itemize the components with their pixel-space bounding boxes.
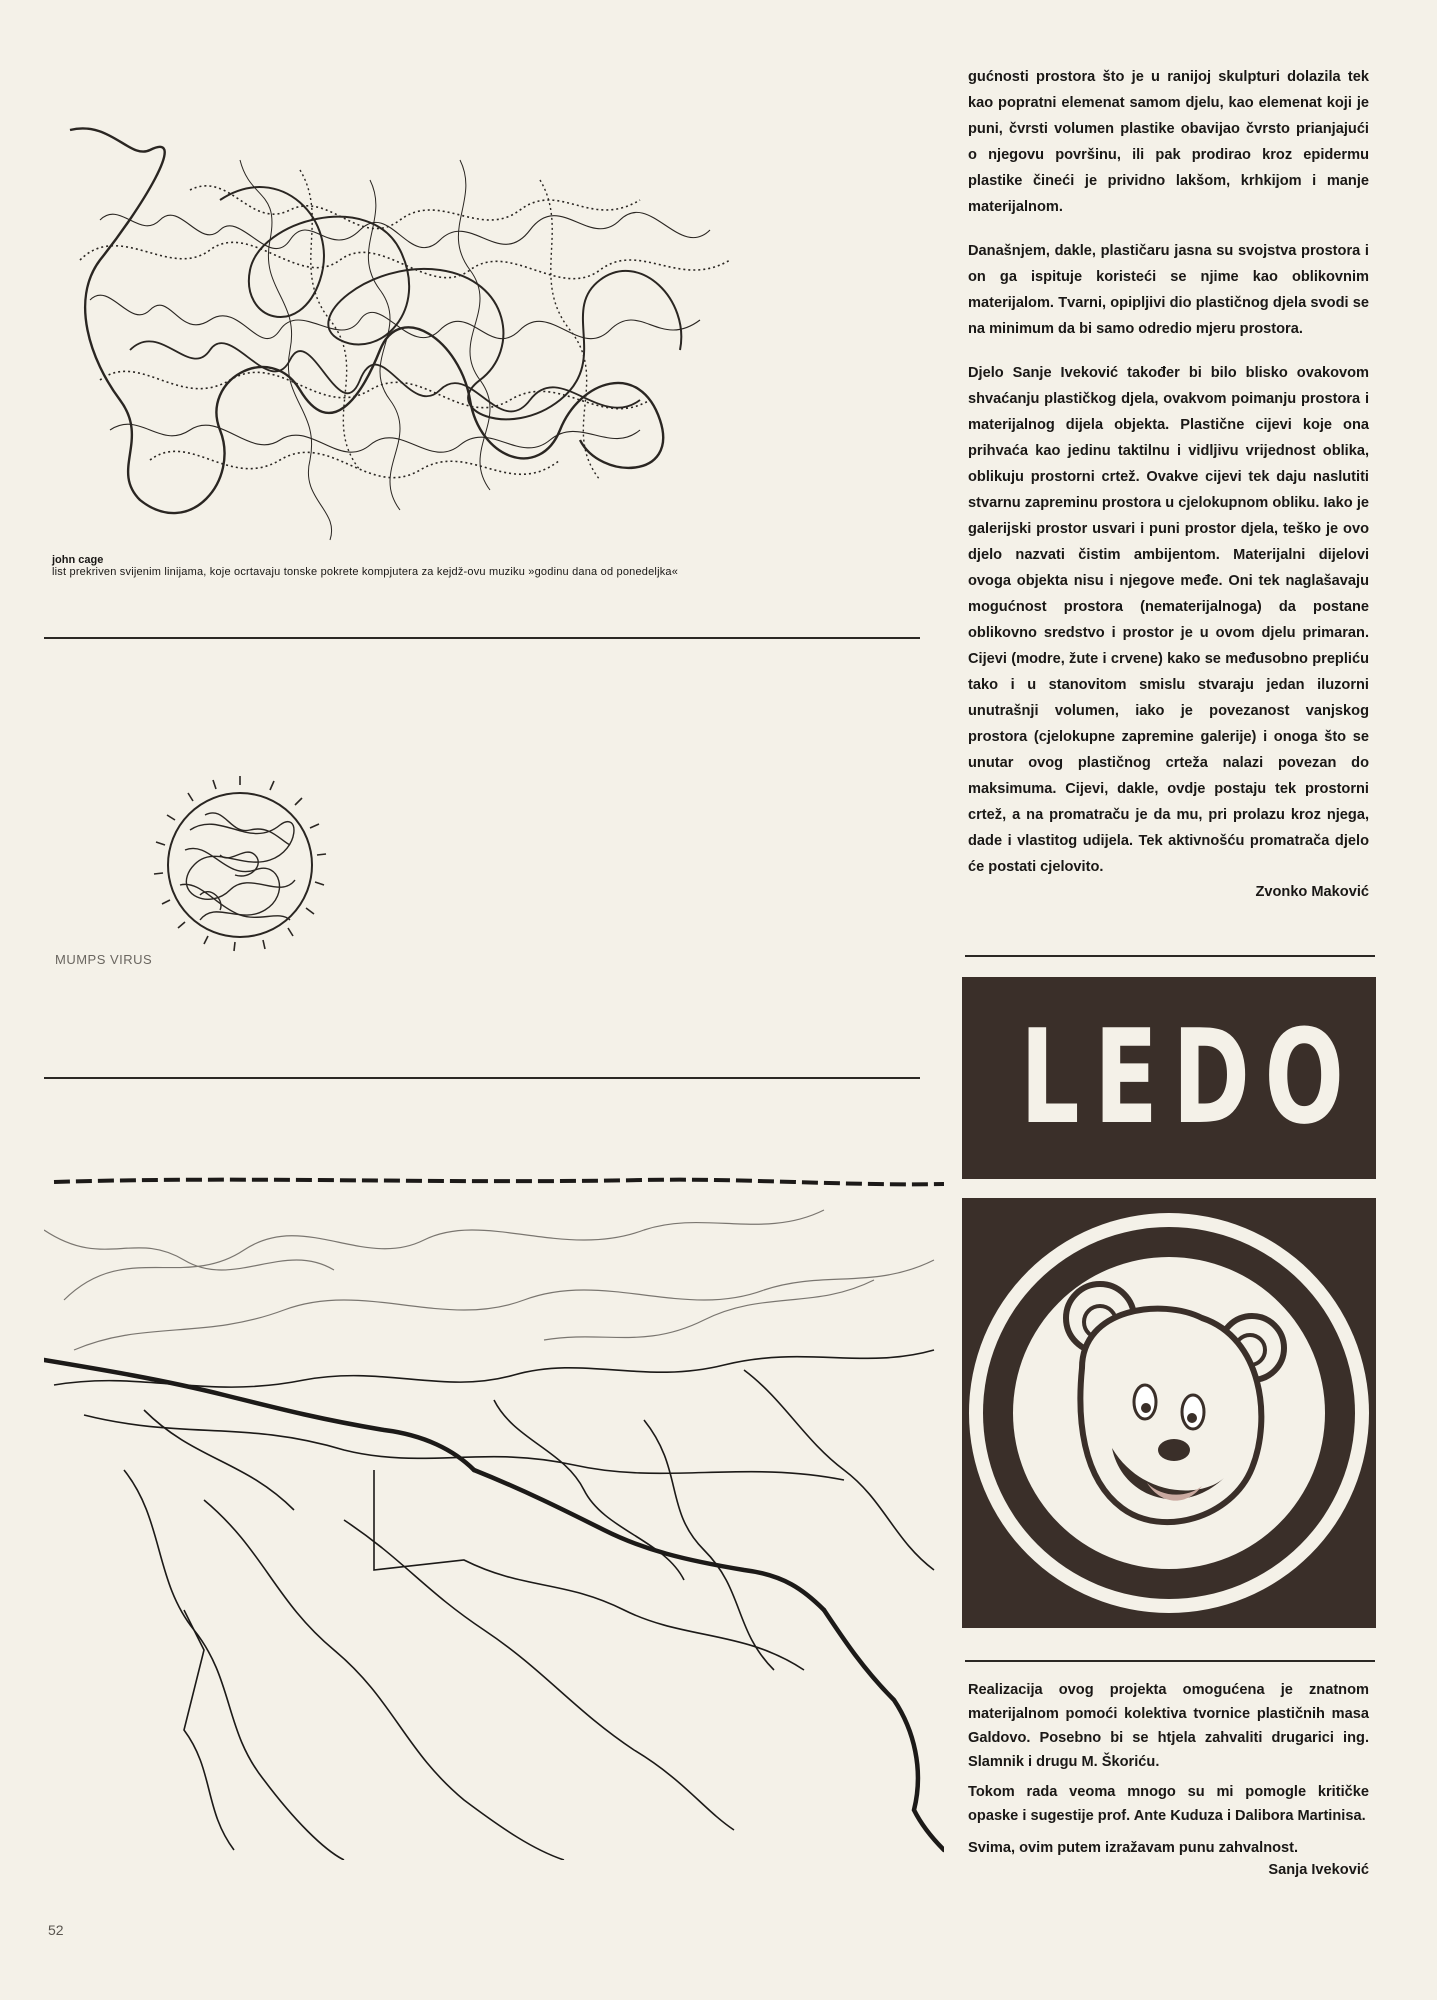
article-paragraph-2: Današnjem, dakle, plastičaru jasna su svojstva prostora i on ga ispituje koristeći se njime kao oblikovnim materijalom. Tvarni, opipljivi dio plastičnog djela svodi se na minimum da bi samo odredio mjeru prostora. <box>968 243 1369 337</box>
ack-author: Sanja Iveković <box>1268 1862 1369 1878</box>
divider-rule-right <box>965 955 1375 957</box>
article-paragraph-1: gućnosti prostora što je u ranijoj skulpturi dolazila tek kao popratni elemenat samom djelu, kao elemenat koji je puni, čvrsti volumen plastike obavijao čvrsto prianjajući o njegovu površinu, ili pak prodirao kroz epidermu plastike čineći je prividno lakšom, krhkijom i manje materijalnom. <box>968 69 1369 215</box>
ledo-wordmark: LEDO <box>1019 1001 1359 1153</box>
acknowledgements <box>968 1678 1369 1878</box>
cage-caption-title: john cage <box>52 554 104 566</box>
mumps-virus-illustration <box>130 770 350 960</box>
bear-face-icon <box>962 1198 1376 1628</box>
ack-paragraph-1: Realizacija ovog projekta omogućena je znatnom materijalnom pomoći kolektiva tvornice plastičnih masa Galdovo. Posebno bi se htjela zahvaliti drugarici ing. Slamnik i drugu M. Škoriću. <box>968 1682 1369 1770</box>
page-number: 52 <box>48 1922 64 1938</box>
ack-paragraph-2: Tokom rada veoma mnogo su mi pomogle kritičke opaske i sugestije prof. Ante Kuduza i Dalibora Martinisa. <box>968 1784 1369 1824</box>
article-paragraph-3: Djelo Sanje Iveković također bi bilo blisko ovakovom shvaćanju plastičkog djela, ovakvom poimanju prostora i materijalnog dijela objekta. Plastične cijevi koje ona prihvaća kao jedinu taktilnu i vidljivu vrijednost oblika, oblikuju prostorni crtež. Ovakve cijevi tek daju naslutiti stvarnu zapreminu prostora u cjelokupnom obliku. Iako je galerijski prostor usvari i puni prostor djela, teško je ovo djelo nazvati čistim ambijentom. Materijalni dijelovi ovoga objekta nisu i njegove međe. Oni tek naglašavaju mogućnost prostora (nematerijalnoga) da postane oblikovno sredstvo i prostor je u ovom djelu primaran. Cijevi (modre, žute i crvene) kako se međusobno prepliću tako i u stanovitom smislu stvaraju jedan iluzorni unutrašnji volumen, iako je povezanost vanjskog prostora (cjelokupne zapremine galerije) i onoga što se unutar ovog plastičnog crteža nalazi povezan do maksimuma. Cijevi, dakle, ovdje postaju tek prostorni crtež, a na promatraču je da mu, pri prolazu kroz njega, dade i vlastitog udijela. Tek aktivnošću promatrača djelo će postati cjelovito. <box>968 365 1369 875</box>
article-author: Zvonko Maković <box>1255 884 1369 900</box>
divider-rule-2 <box>44 1077 920 1079</box>
ledo-logo-panel <box>962 1198 1376 1628</box>
divider-rule-1 <box>44 637 920 639</box>
ledo-brand-banner <box>962 977 1376 1179</box>
ack-paragraph-3: Svima, ovim putem izražavam punu zahvalnost. <box>968 1840 1299 1856</box>
mumps-virus-label: MUMPS VIRUS <box>55 952 153 967</box>
cage-caption <box>52 554 852 578</box>
cage-caption-text: list prekriven svijenim linijama, koje ocrtavaju tonske pokrete kompjutera za kejdž-ovu muziku »godinu dana od ponedeljka« <box>52 566 679 578</box>
divider-rule-right-2 <box>965 1660 1375 1662</box>
contour-landscape-drawing <box>44 1170 944 1860</box>
article-body <box>968 64 1369 900</box>
cage-drawing <box>40 100 770 560</box>
